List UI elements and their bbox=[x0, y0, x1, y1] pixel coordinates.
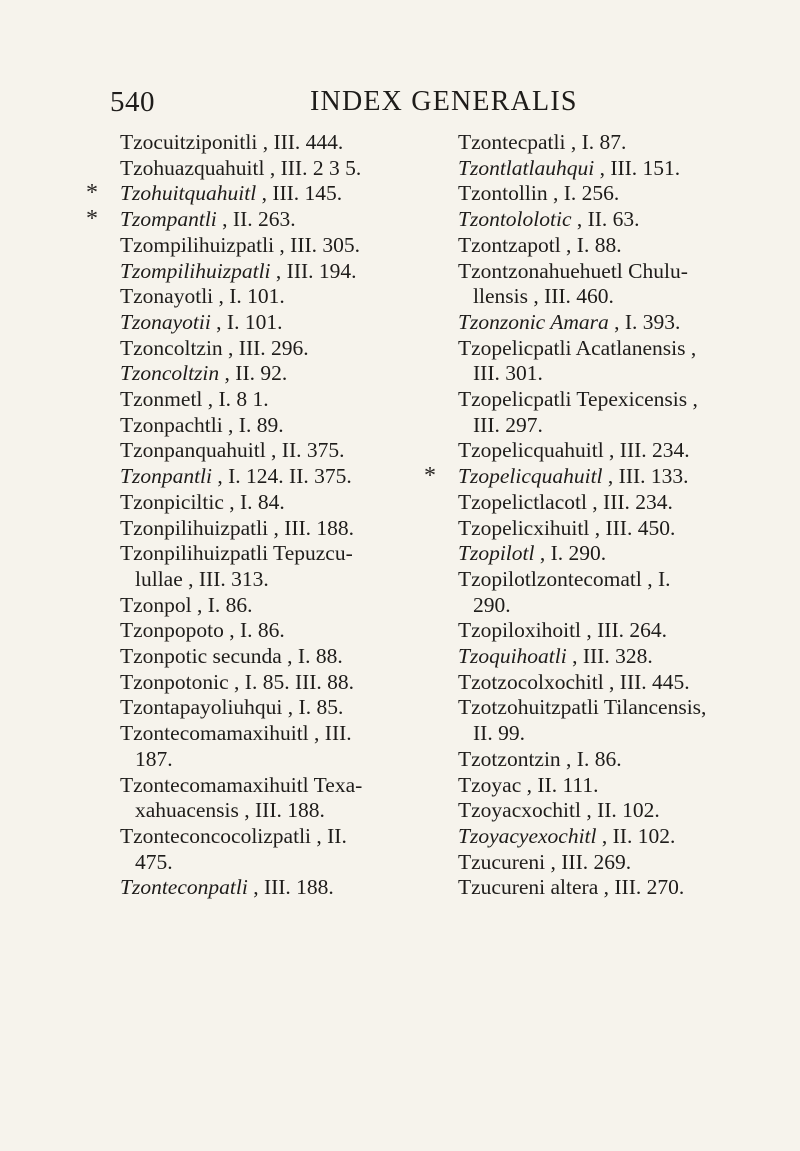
entry-reference: , II. 63. bbox=[571, 207, 640, 232]
index-entry bbox=[458, 824, 798, 850]
entry-text: Tzopelicpatli Acatlanensis , bbox=[458, 335, 697, 360]
index-entry bbox=[120, 361, 460, 387]
entry-text: Tzopiloxihoitl , III. 264. bbox=[458, 618, 667, 643]
index-entry bbox=[120, 438, 460, 464]
entry-text: Tzopilotlzontecomatl , I. bbox=[458, 566, 671, 591]
entry-text: Tzompilihuizpatli , III. 305. bbox=[120, 232, 361, 257]
index-entry bbox=[458, 413, 798, 439]
entry-reference: , III. 151. bbox=[594, 155, 681, 180]
entry-reference: , II. 263. bbox=[216, 207, 296, 232]
entry-reference: , I. 101. bbox=[210, 309, 283, 334]
index-entry bbox=[458, 567, 798, 593]
entry-text: Tzucureni , III. 269. bbox=[458, 849, 632, 874]
entry-text: Tzonteconcocolizpatli , II. bbox=[120, 823, 347, 848]
index-entry bbox=[120, 464, 460, 490]
index-entry bbox=[458, 259, 798, 285]
index-entry bbox=[120, 670, 460, 696]
index-entry bbox=[120, 541, 460, 567]
entry-text: Tzontecomamaxihuitl , III. bbox=[120, 721, 352, 746]
entry-term-italic: Tzonteconpatli bbox=[120, 875, 248, 900]
page-header bbox=[110, 86, 670, 120]
index-entry bbox=[120, 695, 460, 721]
entry-term-italic: Tzoyacyexochitl bbox=[458, 823, 597, 848]
entry-reference: , II. 102. bbox=[596, 823, 676, 848]
entry-term-italic: Tzonayotii bbox=[120, 309, 211, 334]
entry-text: Tzopelicxihuitl , III. 450. bbox=[458, 515, 676, 540]
index-entry bbox=[458, 233, 798, 259]
index-entry bbox=[86, 206, 460, 233]
index-entry bbox=[120, 130, 460, 156]
index-entry bbox=[458, 181, 798, 207]
index-entry bbox=[458, 516, 798, 542]
index-entry bbox=[120, 490, 460, 516]
entry-text: Tzopelictlacotl , III. 234. bbox=[458, 489, 673, 514]
entry-text: Tzontecpatli , I. 87. bbox=[458, 130, 627, 154]
entry-text: Tzonayotli , I. 101. bbox=[120, 284, 285, 309]
entry-term-italic: Tzompantli bbox=[120, 207, 217, 232]
index-entry bbox=[120, 773, 460, 799]
index-entry bbox=[458, 644, 798, 670]
entry-reference: , III. 194. bbox=[270, 258, 357, 283]
index-column-left bbox=[86, 130, 460, 901]
running-head: INDEX GENERALIS bbox=[310, 86, 578, 117]
entry-text: Tzonpachtli , I. 89. bbox=[120, 412, 284, 437]
entry-text: III. 301. bbox=[473, 361, 543, 386]
index-entry bbox=[120, 721, 460, 747]
index-entry bbox=[458, 850, 798, 876]
entry-text: Tzonpotic secunda , I. 88. bbox=[120, 644, 343, 669]
index-entry bbox=[120, 284, 460, 310]
entry-reference: , I. 290. bbox=[534, 541, 607, 566]
asterisk-mark: * bbox=[86, 180, 98, 207]
entry-text: 475. bbox=[135, 849, 173, 874]
index-entry bbox=[458, 387, 798, 413]
entry-reference: , III. 133. bbox=[602, 464, 689, 489]
asterisk-mark: * bbox=[424, 463, 436, 490]
entry-text: xahuacensis , III. 188. bbox=[135, 798, 325, 823]
entry-term-italic: Tzonpantli bbox=[120, 464, 212, 489]
entry-reference: , II. 92. bbox=[219, 361, 288, 386]
entry-term-italic: Tzohuitquahuitl bbox=[120, 181, 257, 206]
entry-reference: , III. 328. bbox=[566, 644, 653, 669]
index-entry bbox=[120, 516, 460, 542]
index-entry bbox=[120, 618, 460, 644]
index-entry bbox=[458, 593, 798, 619]
index-entry bbox=[120, 875, 460, 901]
index-entry bbox=[458, 310, 798, 336]
index-entry bbox=[458, 156, 798, 182]
index-entry bbox=[458, 747, 798, 773]
index-entry bbox=[458, 798, 798, 824]
entry-text: Tzontecomamaxihuitl Texa- bbox=[120, 772, 363, 797]
index-entry bbox=[458, 618, 798, 644]
index-column-right bbox=[424, 130, 798, 901]
entry-term-italic: Tzompilihuizpatli bbox=[120, 258, 271, 283]
index-entry bbox=[120, 387, 460, 413]
entry-text: Tzonpopoto , I. 86. bbox=[120, 618, 285, 643]
entry-text: Tzoyacxochitl , II. 102. bbox=[458, 798, 660, 823]
index-entry bbox=[120, 850, 460, 876]
index-entry bbox=[120, 567, 460, 593]
entry-text: Tzonpiciltic , I. 84. bbox=[120, 489, 285, 514]
entry-text: Tzonpanquahuitl , II. 375. bbox=[120, 438, 345, 463]
entry-text: Tzonpilihuizpatli Tepuzcu- bbox=[120, 541, 353, 566]
entry-text: Tzotzocolxochitl , III. 445. bbox=[458, 669, 690, 694]
index-entry bbox=[120, 593, 460, 619]
index-entry bbox=[120, 798, 460, 824]
entry-text: Tzucureni altera , III. 270. bbox=[458, 875, 685, 900]
index-entry bbox=[458, 207, 798, 233]
entry-text: Tzonmetl , I. 8 1. bbox=[120, 387, 269, 412]
index-entry bbox=[120, 156, 460, 182]
entry-text: Tzopelicquahuitl , III. 234. bbox=[458, 438, 690, 463]
index-entry bbox=[458, 336, 798, 362]
index-entry bbox=[120, 824, 460, 850]
entry-text: Tzonpol , I. 86. bbox=[120, 592, 253, 617]
page-number: 540 bbox=[110, 86, 155, 118]
index-entry bbox=[458, 361, 798, 387]
entry-reference: , III. 188. bbox=[247, 875, 334, 900]
index-entry bbox=[424, 463, 798, 490]
entry-text: 187. bbox=[135, 746, 173, 771]
index-entry bbox=[120, 233, 460, 259]
entry-text: Tzotzohuitzpatli Tilancensis, bbox=[458, 695, 707, 720]
index-entry bbox=[86, 180, 460, 207]
index-entry bbox=[458, 130, 798, 156]
index-entry bbox=[458, 541, 798, 567]
entry-text: Tzonpilihuizpatli , III. 188. bbox=[120, 515, 355, 540]
entry-text: llensis , III. 460. bbox=[473, 284, 614, 309]
entry-term-italic: Tzoncoltzin bbox=[120, 361, 220, 386]
index-entry bbox=[120, 336, 460, 362]
entry-text: Tzohuazquahuitl , III. 2 3 5. bbox=[120, 155, 362, 180]
entry-text: Tzontzapotl , I. 88. bbox=[458, 232, 622, 257]
index-entry bbox=[458, 284, 798, 310]
entry-text: lullae , III. 313. bbox=[135, 566, 269, 591]
index-entry bbox=[458, 721, 798, 747]
entry-text: Tzoncoltzin , III. 296. bbox=[120, 335, 309, 360]
entry-reference: , I. 124. II. 375. bbox=[212, 464, 352, 489]
entry-term-italic: Tzopilotl bbox=[458, 541, 535, 566]
entry-text: Tzontollin , I. 256. bbox=[458, 181, 620, 206]
index-entry bbox=[458, 670, 798, 696]
entry-text: Tzopelicpatli Tepexicensis , bbox=[458, 387, 698, 412]
entry-text: Tzontapayoliuhqui , I. 85. bbox=[120, 695, 344, 720]
index-entry bbox=[120, 259, 460, 285]
entry-text: 290. bbox=[473, 592, 511, 617]
index-entry bbox=[120, 644, 460, 670]
entry-text: II. 99. bbox=[473, 721, 525, 746]
index-entry bbox=[458, 875, 798, 901]
index-entry bbox=[120, 413, 460, 439]
entry-term-italic: Tzontololotic bbox=[458, 207, 572, 232]
index-entry bbox=[458, 695, 798, 721]
index-entry bbox=[120, 747, 460, 773]
entry-term-italic: Tzoquihoatli bbox=[458, 644, 567, 669]
entry-text: Tzocuitziponitli , III. 444. bbox=[120, 130, 344, 154]
entry-term-italic: Tzopelicquahuitl bbox=[458, 464, 603, 489]
entry-text: Tzonpotonic , I. 85. III. 88. bbox=[120, 669, 355, 694]
index-entry bbox=[458, 773, 798, 799]
entry-text: Tzotzontzin , I. 86. bbox=[458, 746, 622, 771]
entry-term-italic: Tzonzonic Amara bbox=[458, 309, 609, 334]
index-entry bbox=[458, 490, 798, 516]
asterisk-mark: * bbox=[86, 206, 98, 233]
entry-reference: , I. 393. bbox=[608, 309, 681, 334]
entry-text: III. 297. bbox=[473, 412, 543, 437]
entry-reference: , III. 145. bbox=[256, 181, 343, 206]
entry-text: Tzoyac , II. 111. bbox=[458, 772, 599, 797]
entry-text: Tzontzonahuehuetl Chulu- bbox=[458, 258, 688, 283]
index-entry bbox=[120, 310, 460, 336]
index-entry bbox=[458, 438, 798, 464]
entry-term-italic: Tzontlatlauhqui bbox=[458, 155, 595, 180]
